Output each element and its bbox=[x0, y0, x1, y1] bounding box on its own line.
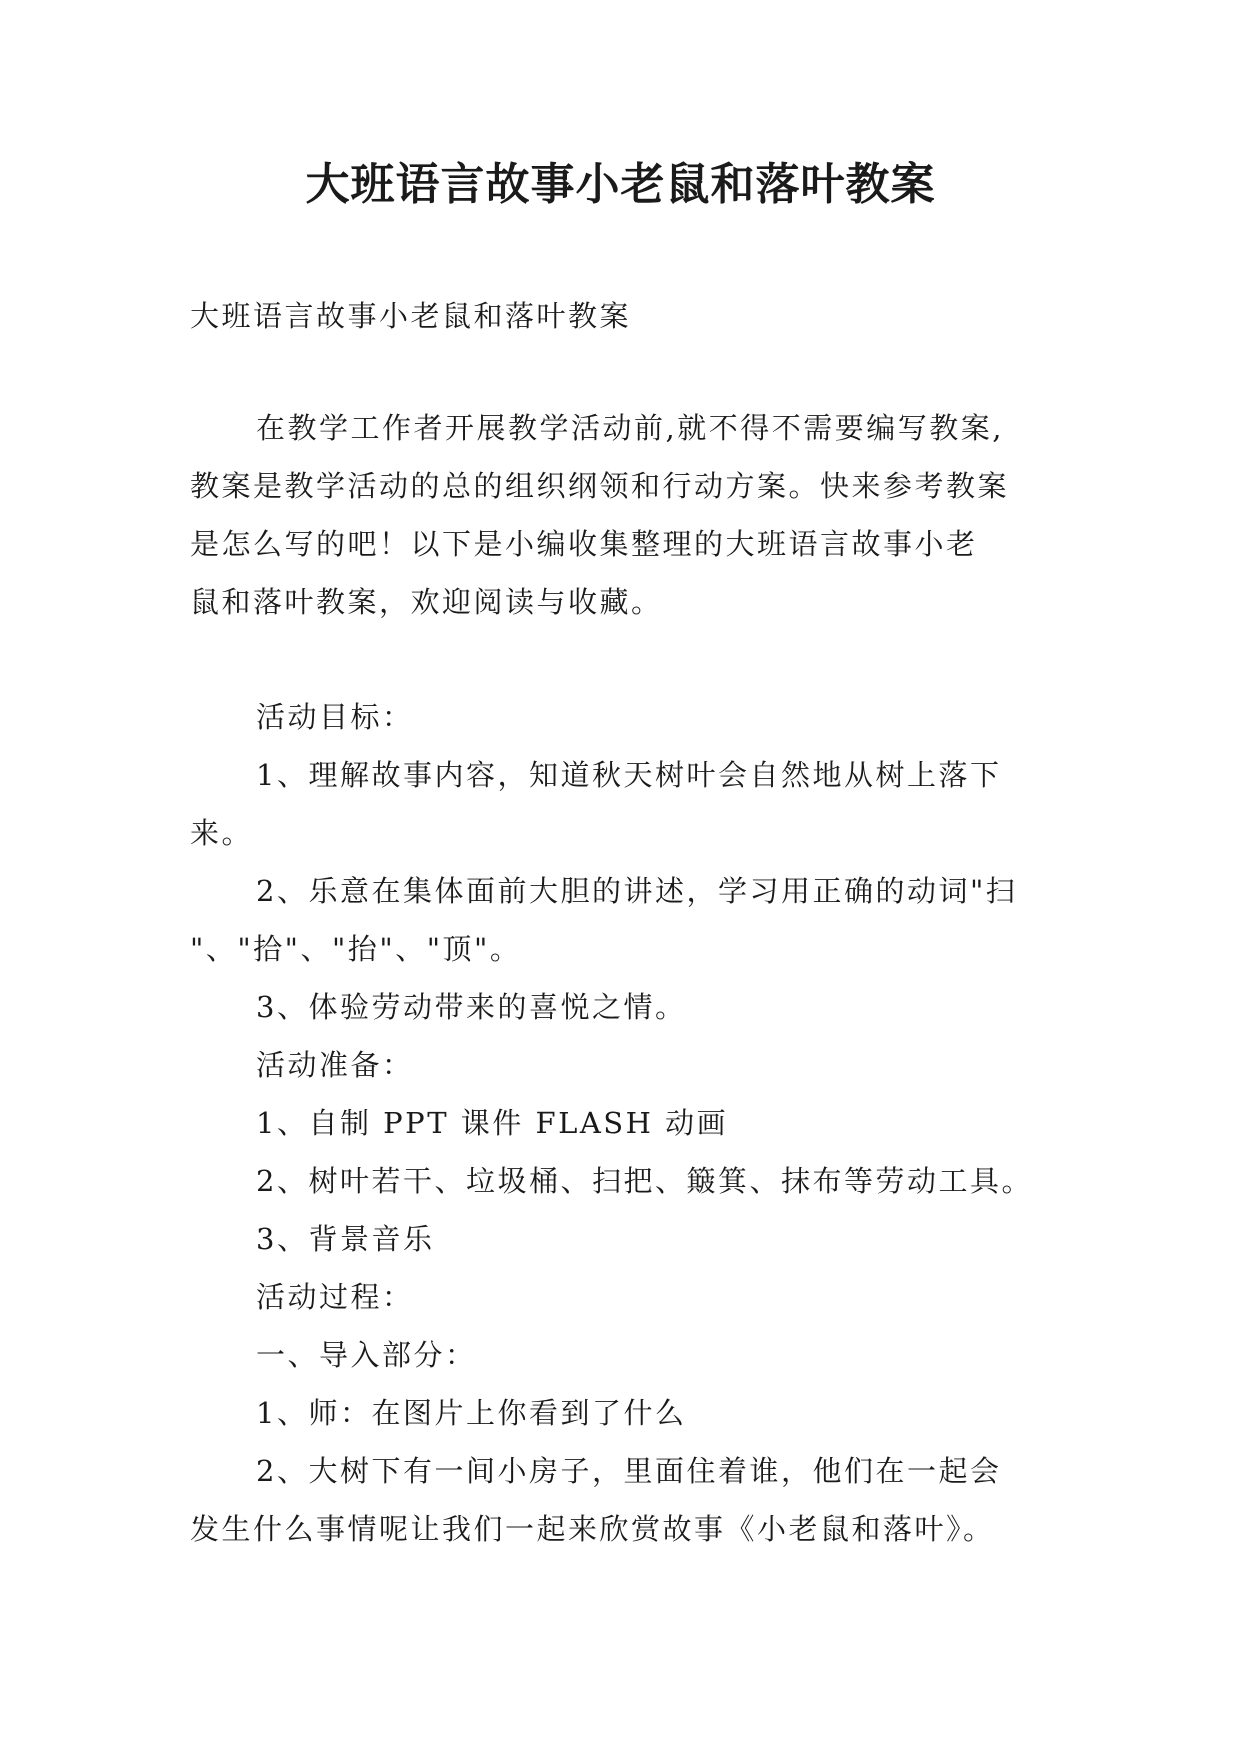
document-title: 大班语言故事小老鼠和落叶教案 bbox=[305, 159, 936, 210]
section-heading-process: 活动过程： bbox=[256, 1280, 414, 1314]
section-heading-preparation: 活动准备： bbox=[256, 1048, 414, 1082]
preparation-3: 3、背景音乐 bbox=[256, 1222, 435, 1256]
preparation-2: 2、树叶若干、垃圾桶、扫把、簸箕、抹布等劳动工具。 bbox=[256, 1164, 1033, 1198]
goal-2-line-1: 2、乐意在集体面前大胆的讲述，学习用正确的动词"扫 bbox=[256, 874, 1018, 908]
process-step-1: 1、师：在图片上你看到了什么 bbox=[256, 1396, 687, 1430]
intro-line-1: 在教学工作者开展教学活动前,就不得不需要编写教案, bbox=[256, 411, 1004, 445]
process-part-1-heading: 一、导入部分： bbox=[256, 1338, 477, 1372]
intro-line-3: 是怎么写的吧！以下是小编收集整理的大班语言故事小老 bbox=[190, 527, 978, 561]
goal-1-line-1: 1、理解故事内容，知道秋天树叶会自然地从树上落下 bbox=[256, 758, 1002, 792]
goal-1-line-2: 来。 bbox=[190, 816, 254, 850]
intro-line-2: 教案是教学活动的总的组织纲领和行动方案。快来参考教案 bbox=[190, 469, 1010, 503]
preparation-1: 1、自制 PPT 课件 FLASH 动画 bbox=[256, 1106, 729, 1140]
process-step-2-line-1: 2、大树下有一间小房子，里面住着谁，他们在一起会 bbox=[256, 1454, 1002, 1488]
intro-line-4: 鼠和落叶教案，欢迎阅读与收藏。 bbox=[190, 585, 663, 619]
process-step-2-line-2: 发生什么事情呢让我们一起来欣赏故事《小老鼠和落叶》。 bbox=[190, 1512, 995, 1546]
document-subtitle: 大班语言故事小老鼠和落叶教案 bbox=[190, 299, 632, 333]
goal-3: 3、体验劳动带来的喜悦之情。 bbox=[256, 990, 687, 1024]
goal-2-line-2: "、"拾"、"抬"、"顶"。 bbox=[190, 932, 522, 966]
section-heading-goals: 活动目标： bbox=[256, 700, 414, 734]
